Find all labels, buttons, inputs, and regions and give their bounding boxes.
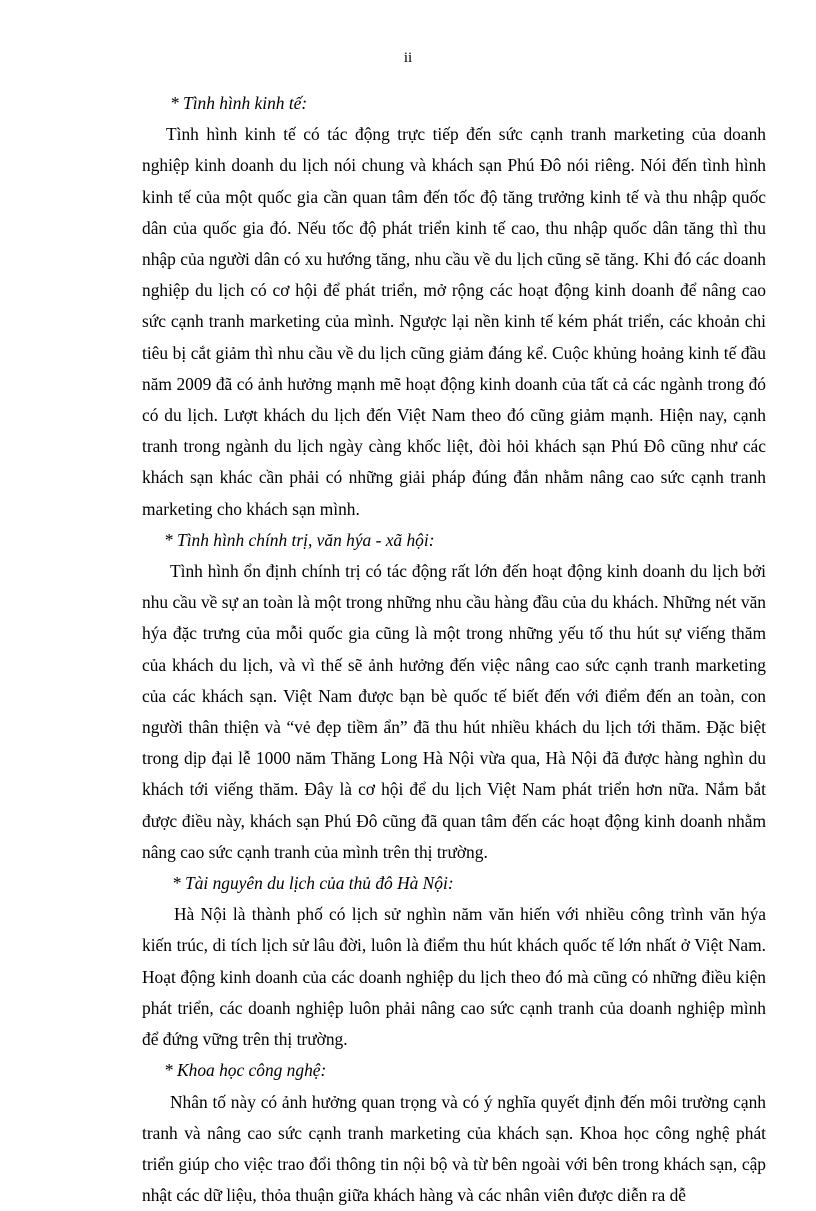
section-heading-tourism-resources: * Tài nguyên du lịch của thủ đô Hà Nội:	[142, 868, 766, 899]
section-paragraph-politics-culture: Tình hình ổn định chính trị có tác động rất lớn đến hoạt động kinh doanh du lịch bởi nhu cầu về sự an toàn là một trong những nhu cầu hàng đầu của du khách. Những nét văn hýa đặc trưng của mỗi quốc gia cũng là một trong những yếu tố thu hút sự viếng thăm của khách du lịch, và vì thế sẽ ảnh hưởng đến việc nâng cao sức cạnh tranh marketing của các khách sạn. Việt Nam được bạn bè quốc tế biết đến với điểm đến an toàn, con người thân thiện và “vẻ đẹp tiềm ẩn” đã thu hút nhiều khách du lịch tới thăm. Đặc biệt trong dịp đại lễ 1000 năm Thăng Long Hà Nội vừa qua, Hà Nội đã được hàng nghìn du khách tới viếng thăm. Đây là cơ hội để du lịch Việt Nam phát triển hơn nữa. Nắm bắt được điều này, khách sạn Phú Đô cũng đã quan tâm đến các hoạt động kinh doanh nhằm nâng cao sức cạnh tranh của mình trên thị trường.	[142, 556, 766, 868]
section-heading-science-technology: * Khoa học công nghệ:	[142, 1055, 766, 1086]
section-paragraph-tourism-resources: Hà Nội là thành phố có lịch sử nghìn năm văn hiến với nhiều công trình văn hýa kiến trúc, di tích lịch sử lâu đời, luôn là điểm thu hút khách quốc tế lớn nhất ở Việt Nam. Hoạt động kinh doanh của các doanh nghiệp du lịch theo đó mà cũng có những điều kiện phát triển, các doanh nghiệp luôn phải nâng cao sức cạnh tranh của doanh nghiệp mình để đứng vững trên thị trường.	[142, 899, 766, 1055]
section-paragraph-economy: Tình hình kinh tế có tác động trực tiếp đến sức cạnh tranh marketing của doanh nghiệp kinh doanh du lịch nói chung và khách sạn Phú Đô nói riêng. Nói đến tình hình kinh tế của một quốc gia cần quan tâm đến tốc độ tăng trưởng kinh tế và thu nhập quốc dân của quốc gia đó. Nếu tốc độ phát triển kinh tế cao, thu nhập quốc dân tăng thì thu nhập của người dân có xu hướng tăng, nhu cầu về du lịch cũng sẽ tăng. Khi đó các doanh nghiệp du lịch có cơ hội để phát triển, mở rộng các hoạt động kinh doanh để nâng cao sức cạnh tranh marketing của mình. Ngược lại nền kinh tế kém phát triển, các khoản chi tiêu bị cắt giảm thì nhu cầu về du lịch cũng giảm đáng kể. Cuộc khủng hoảng kinh tế đầu năm 2009 đã có ảnh hưởng mạnh mẽ hoạt động kinh doanh của tất cả các ngành trong đó có du lịch. Lượt khách du lịch đến Việt Nam theo đó cũng giảm mạnh. Hiện nay, cạnh tranh trong ngành du lịch ngày càng khốc liệt, đòi hỏi khách sạn Phú Đô cũng như các khách sạn khác cần phải có những giải pháp đúng đắn nhằm nâng cao sức cạnh tranh marketing cho khách sạn mình.	[142, 119, 766, 525]
page-number: ii	[0, 50, 816, 67]
section-heading-economy: * Tình hình kinh tế:	[142, 88, 766, 119]
section-heading-politics-culture: * Tình hình chính trị, văn hýa - xã hội:	[142, 525, 766, 556]
document-body	[142, 88, 766, 1211]
section-paragraph-science-technology: Nhân tố này có ảnh hưởng quan trọng và có ý nghĩa quyết định đến môi trường cạnh tranh và nâng cao sức cạnh tranh marketing của khách sạn. Khoa học công nghệ phát triển giúp cho việc trao đổi thông tin nội bộ và từ bên ngoài với bên trong khách sạn, cập nhật các dữ liệu, thỏa thuận giữa khách hàng và các nhân viên được diễn ra dễ	[142, 1087, 766, 1211]
